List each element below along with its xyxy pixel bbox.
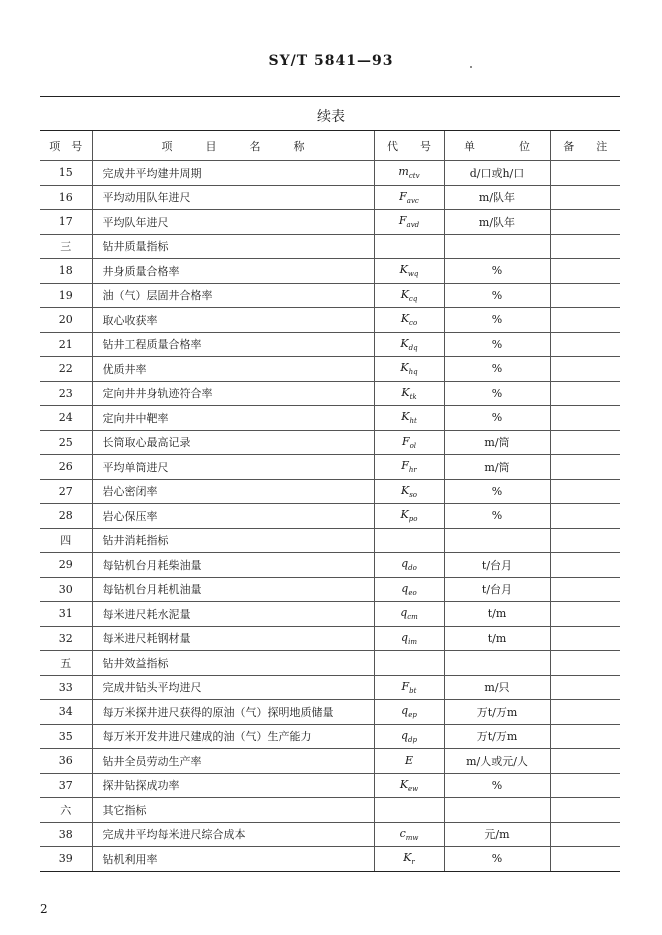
cell-code: $q_{cm}$: [374, 602, 444, 627]
cell-code: $q_{im}$: [374, 626, 444, 651]
cell-code: $q_{ep}$: [374, 700, 444, 725]
cell-code: $m_{ctv}$: [374, 161, 444, 186]
cell-name: 每钻机台月耗机油量: [92, 577, 374, 602]
cell-note: [550, 283, 620, 308]
table-row: [40, 185, 620, 210]
cell-num: 34: [40, 700, 92, 725]
cell-unit: 万t/万m: [444, 724, 550, 749]
cell-code: $F_{avc}$: [374, 185, 444, 210]
table-row: [40, 528, 620, 553]
table-row: [40, 430, 620, 455]
cell-code: $q_{do}$: [374, 553, 444, 578]
cell-note: [550, 724, 620, 749]
cell-num: 四: [40, 528, 92, 553]
table-row: [40, 773, 620, 798]
cell-name: 完成井钻头平均进尺: [92, 675, 374, 700]
cell-note: [550, 798, 620, 823]
cell-num: 六: [40, 798, 92, 823]
cell-code: $K_{co}$: [374, 308, 444, 333]
table-row: [40, 553, 620, 578]
table-row: [40, 332, 620, 357]
cell-code: $K_{wq}$: [374, 259, 444, 284]
cell-name: 每钻机台月耗柴油量: [92, 553, 374, 578]
cell-unit: [444, 528, 550, 553]
table-row: [40, 479, 620, 504]
cell-unit: t/台月: [444, 553, 550, 578]
table-row: [40, 847, 620, 872]
cell-code: $K_r$: [374, 847, 444, 872]
table-row: [40, 724, 620, 749]
cell-num: 39: [40, 847, 92, 872]
table-row: [40, 283, 620, 308]
cell-note: [550, 430, 620, 455]
cell-name: 定向井井身轨迹符合率: [92, 381, 374, 406]
table-row: [40, 259, 620, 284]
cell-num: 20: [40, 308, 92, 333]
cell-num: 17: [40, 210, 92, 235]
cell-code: [374, 798, 444, 823]
cell-num: 28: [40, 504, 92, 529]
cell-code: [374, 528, 444, 553]
cell-name: 钻井效益指标: [92, 651, 374, 676]
cell-note: [550, 332, 620, 357]
cell-unit: m/队年: [444, 185, 550, 210]
cell-num: 25: [40, 430, 92, 455]
table-row: [40, 161, 620, 186]
cell-name: 油（气）层固井合格率: [92, 283, 374, 308]
continued-table-title: 续表: [317, 109, 345, 125]
cell-name: 平均队年进尺: [92, 210, 374, 235]
cell-code: $F_{ol}$: [374, 430, 444, 455]
cell-unit: m/筒: [444, 455, 550, 480]
cell-num: 29: [40, 553, 92, 578]
cell-name: 其它指标: [92, 798, 374, 823]
cell-num: 35: [40, 724, 92, 749]
cell-num: 38: [40, 822, 92, 847]
table-row: [40, 577, 620, 602]
cell-code: [374, 234, 444, 259]
cell-code: $K_{cq}$: [374, 283, 444, 308]
cell-unit: %: [444, 381, 550, 406]
cell-code: E: [374, 749, 444, 774]
cell-unit: %: [444, 773, 550, 798]
table-row: [40, 504, 620, 529]
cell-name: 长筒取心最高记录: [92, 430, 374, 455]
cell-num: 16: [40, 185, 92, 210]
cell-note: [550, 479, 620, 504]
column-header-num: 项 号: [40, 131, 92, 161]
table-row: [40, 675, 620, 700]
cell-note: [550, 651, 620, 676]
cell-name: 井身质量合格率: [92, 259, 374, 284]
cell-name: 平均动用队年进尺: [92, 185, 374, 210]
cell-name: 平均单筒进尺: [92, 455, 374, 480]
cell-name: 完成井平均每米进尺综合成本: [92, 822, 374, 847]
indicator-table: [40, 130, 620, 872]
cell-name: 探井钻探成功率: [92, 773, 374, 798]
cell-num: 24: [40, 406, 92, 431]
cell-unit: %: [444, 357, 550, 382]
cell-unit: m/人或元/人: [444, 749, 550, 774]
cell-num: 31: [40, 602, 92, 627]
cell-num: 19: [40, 283, 92, 308]
standard-code-header: SY/T 5841—93: [268, 53, 394, 69]
cell-note: [550, 406, 620, 431]
cell-num: 36: [40, 749, 92, 774]
cell-unit: m/队年: [444, 210, 550, 235]
cell-unit: t/m: [444, 602, 550, 627]
cell-num: 37: [40, 773, 92, 798]
table-row: [40, 798, 620, 823]
cell-note: [550, 528, 620, 553]
cell-num: 21: [40, 332, 92, 357]
cell-code: $K_{ew}$: [374, 773, 444, 798]
cell-note: [550, 381, 620, 406]
table-row: [40, 381, 620, 406]
cell-note: [550, 773, 620, 798]
cell-unit: 元/m: [444, 822, 550, 847]
cell-note: [550, 553, 620, 578]
cell-name: 岩心密闭率: [92, 479, 374, 504]
cell-unit: m/筒: [444, 430, 550, 455]
table-row: [40, 749, 620, 774]
cell-num: 15: [40, 161, 92, 186]
cell-unit: %: [444, 479, 550, 504]
cell-num: 27: [40, 479, 92, 504]
cell-unit: t/m: [444, 626, 550, 651]
cell-num: 五: [40, 651, 92, 676]
cell-name: 每万米开发井进尺建成的油（气）生产能力: [92, 724, 374, 749]
column-header-name: 项 目 名 称: [92, 131, 374, 161]
cell-name: 定向井中靶率: [92, 406, 374, 431]
cell-note: [550, 504, 620, 529]
cell-note: [550, 602, 620, 627]
table-row: [40, 822, 620, 847]
cell-unit: %: [444, 406, 550, 431]
column-header-code: 代 号: [374, 131, 444, 161]
cell-code: $K_{dq}$: [374, 332, 444, 357]
cell-code: $K_{hq}$: [374, 357, 444, 382]
cell-unit: d/口或h/口: [444, 161, 550, 186]
cell-name: 钻井消耗指标: [92, 528, 374, 553]
cell-num: 26: [40, 455, 92, 480]
cell-name: 每米进尺耗水泥量: [92, 602, 374, 627]
table-row: [40, 234, 620, 259]
cell-name: 优质井率: [92, 357, 374, 382]
cell-note: [550, 626, 620, 651]
cell-unit: %: [444, 332, 550, 357]
cell-code: $c_{mw}$: [374, 822, 444, 847]
cell-name: 钻机利用率: [92, 847, 374, 872]
cell-note: [550, 577, 620, 602]
cell-name: 取心收获率: [92, 308, 374, 333]
cell-num: 三: [40, 234, 92, 259]
table-row: [40, 406, 620, 431]
column-header-note: 备 注: [550, 131, 620, 161]
cell-name: 钻井全员劳动生产率: [92, 749, 374, 774]
cell-note: [550, 259, 620, 284]
table-row: [40, 357, 620, 382]
cell-name: 钻井工程质量合格率: [92, 332, 374, 357]
page-number: 2: [40, 902, 48, 916]
cell-note: [550, 234, 620, 259]
cell-num: 32: [40, 626, 92, 651]
cell-unit: t/台月: [444, 577, 550, 602]
cell-num: 33: [40, 675, 92, 700]
table-header-row: [40, 131, 620, 161]
cell-unit: %: [444, 283, 550, 308]
table-row: [40, 602, 620, 627]
cell-unit: [444, 234, 550, 259]
cell-code: $K_{so}$: [374, 479, 444, 504]
cell-code: [374, 651, 444, 676]
cell-code: $F_{avd}$: [374, 210, 444, 235]
cell-code: $K_{tk}$: [374, 381, 444, 406]
cell-note: [550, 357, 620, 382]
table-row: [40, 210, 620, 235]
cell-code: $K_{po}$: [374, 504, 444, 529]
table-row: [40, 308, 620, 333]
table-row: [40, 626, 620, 651]
cell-num: 22: [40, 357, 92, 382]
cell-name: 每万米探井进尺获得的原油（气）探明地质储量: [92, 700, 374, 725]
cell-name: 钻井质量指标: [92, 234, 374, 259]
cell-note: [550, 675, 620, 700]
table-row: [40, 651, 620, 676]
cell-code: $q_{eo}$: [374, 577, 444, 602]
cell-num: 23: [40, 381, 92, 406]
cell-name: 岩心保压率: [92, 504, 374, 529]
cell-unit: %: [444, 308, 550, 333]
cell-note: [550, 455, 620, 480]
cell-unit: %: [444, 504, 550, 529]
cell-unit: 万t/万m: [444, 700, 550, 725]
cell-note: [550, 847, 620, 872]
cell-code: $F_{bt}$: [374, 675, 444, 700]
cell-unit: m/只: [444, 675, 550, 700]
cell-name: 完成井平均建井周期: [92, 161, 374, 186]
cell-note: [550, 749, 620, 774]
cell-unit: %: [444, 847, 550, 872]
cell-name: 每米进尺耗钢材量: [92, 626, 374, 651]
cell-unit: [444, 651, 550, 676]
table-row: [40, 700, 620, 725]
cell-note: [550, 210, 620, 235]
cell-num: 18: [40, 259, 92, 284]
table-row: [40, 455, 620, 480]
scan-speck: [470, 66, 472, 68]
cell-num: 30: [40, 577, 92, 602]
cell-note: [550, 185, 620, 210]
cell-unit: %: [444, 259, 550, 284]
cell-code: $q_{dp}$: [374, 724, 444, 749]
cell-note: [550, 700, 620, 725]
cell-note: [550, 822, 620, 847]
cell-code: $K_{ht}$: [374, 406, 444, 431]
top-rule: [40, 96, 620, 97]
column-header-unit: 单 位: [444, 131, 550, 161]
cell-unit: [444, 798, 550, 823]
cell-note: [550, 308, 620, 333]
cell-code: $F_{hr}$: [374, 455, 444, 480]
cell-note: [550, 161, 620, 186]
